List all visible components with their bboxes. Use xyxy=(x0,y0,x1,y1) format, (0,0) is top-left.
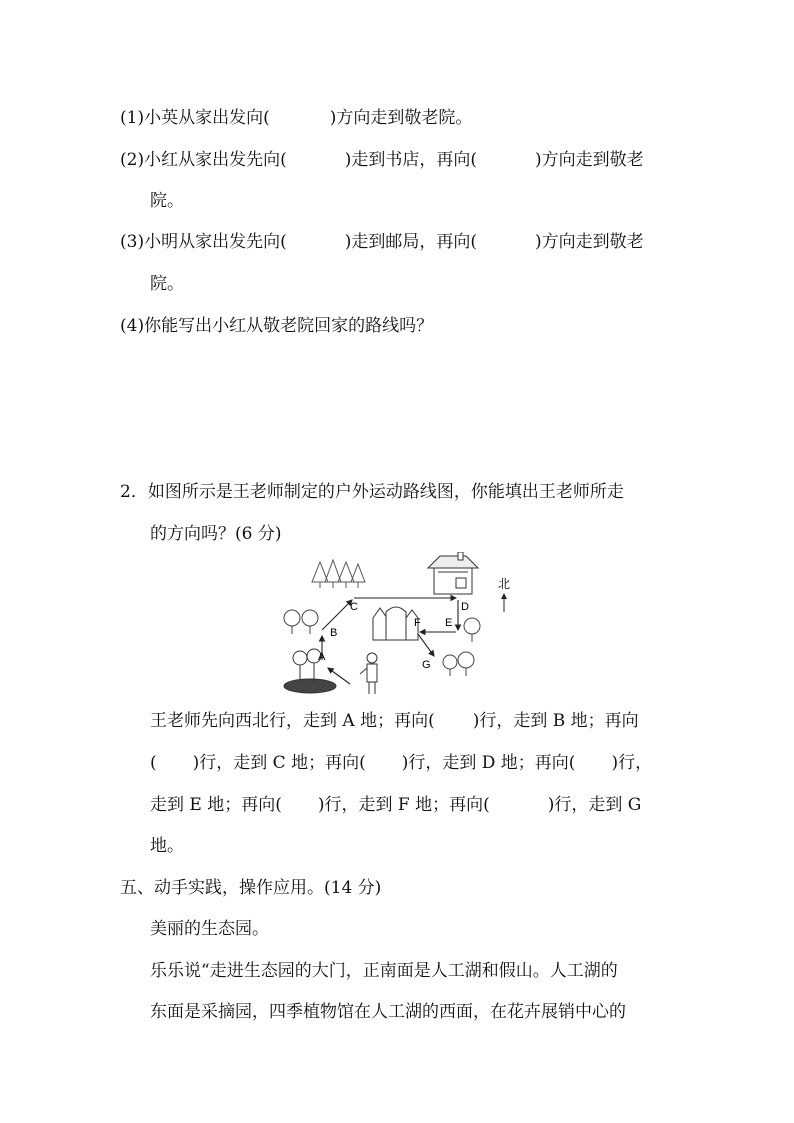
q2-fill-3-text-b: )行，走到 F 地；再向( xyxy=(317,795,490,815)
q1-item-3-text-a: (3)小明从家出发先向( xyxy=(120,232,287,252)
point-d-label: D xyxy=(461,601,469,613)
point-f-label: F xyxy=(414,617,421,629)
q2-fill-2-text-d: )行， xyxy=(611,753,653,773)
q2-fill-line-4: 地。 xyxy=(150,836,184,856)
building-icon xyxy=(373,607,418,640)
section-5-subtitle: 美丽的生态园。 xyxy=(150,919,269,939)
route-map xyxy=(278,552,528,700)
north-arrow-icon xyxy=(498,577,510,612)
tree-right-icon xyxy=(464,618,480,642)
q1-item-1 xyxy=(120,107,472,129)
q2-fill-2-text-a: ( xyxy=(150,753,157,773)
point-b-label: B xyxy=(330,627,338,639)
q2-stem-line-2: 的方向吗？(6 分) xyxy=(150,524,282,544)
q2-fill-3-text-a: 走到 E 地；再向( xyxy=(150,795,282,815)
q1-item-3-continued: 院。 xyxy=(150,274,184,294)
q1-item-2 xyxy=(120,149,644,171)
section-5-paragraph-line-1: 乐乐说“走进生态园的大门，正南面是人工湖和假山。人工湖的 xyxy=(150,961,618,981)
q2-fill-line-3 xyxy=(150,794,641,816)
house-icon xyxy=(428,552,478,594)
trees-bottom-icon xyxy=(443,652,474,676)
pond-icon xyxy=(284,649,336,693)
q2-fill-1-text-a: 王老师先向西北行，走到 A 地；再向( xyxy=(150,711,435,731)
teacher-icon xyxy=(360,653,377,694)
q2-fill-line-2 xyxy=(150,752,652,774)
q1-item-1-text-a: (1)小英从家出发向( xyxy=(120,108,270,128)
q1-item-3 xyxy=(120,231,644,253)
q2-fill-line-1 xyxy=(150,710,639,732)
q1-item-2-text-a: (2)小红从家出发先向( xyxy=(120,150,287,170)
q1-item-1-text-b: )方向走到敬老院。 xyxy=(329,108,473,128)
q1-item-3-text-b: )走到邮局，再向( xyxy=(344,232,477,252)
q1-item-2-text-b: )走到书店，再向( xyxy=(344,150,477,170)
section-5-paragraph-line-2: 东面是采摘园，四季植物馆在人工湖的西面，在花卉展销中心的 xyxy=(150,1002,626,1022)
point-a-label: A xyxy=(318,651,326,663)
q1-item-2-continued: 院。 xyxy=(150,191,184,211)
q2-fill-2-text-c: )行，走到 D 地；再向( xyxy=(401,753,576,773)
q1-item-2-text-c: )方向走到敬老 xyxy=(534,150,644,170)
q2-fill-1-text-b: )行，走到 B 地；再向 xyxy=(472,711,639,731)
section-5-title: 五、动手实践，操作应用。(14 分) xyxy=(120,878,382,898)
q2-fill-3-text-c: )行，走到 G xyxy=(547,795,642,815)
point-e-label: E xyxy=(445,617,453,629)
north-label: 北 xyxy=(498,577,511,591)
q2-fill-2-text-b: )行，走到 C 地；再向( xyxy=(192,753,366,773)
q1-item-4: (4)你能写出小红从敬老院回家的路线吗？ xyxy=(120,316,434,336)
trees-left-icon xyxy=(284,610,318,634)
point-g-label: G xyxy=(422,659,431,671)
q2-stem-line-1: 2．如图所示是王老师制定的户外运动路线图，你能填出王老师所走 xyxy=(120,482,624,502)
pine-trees-icon xyxy=(312,560,365,588)
q1-item-3-text-c: )方向走到敬老 xyxy=(534,232,644,252)
point-c-label: C xyxy=(350,601,358,613)
